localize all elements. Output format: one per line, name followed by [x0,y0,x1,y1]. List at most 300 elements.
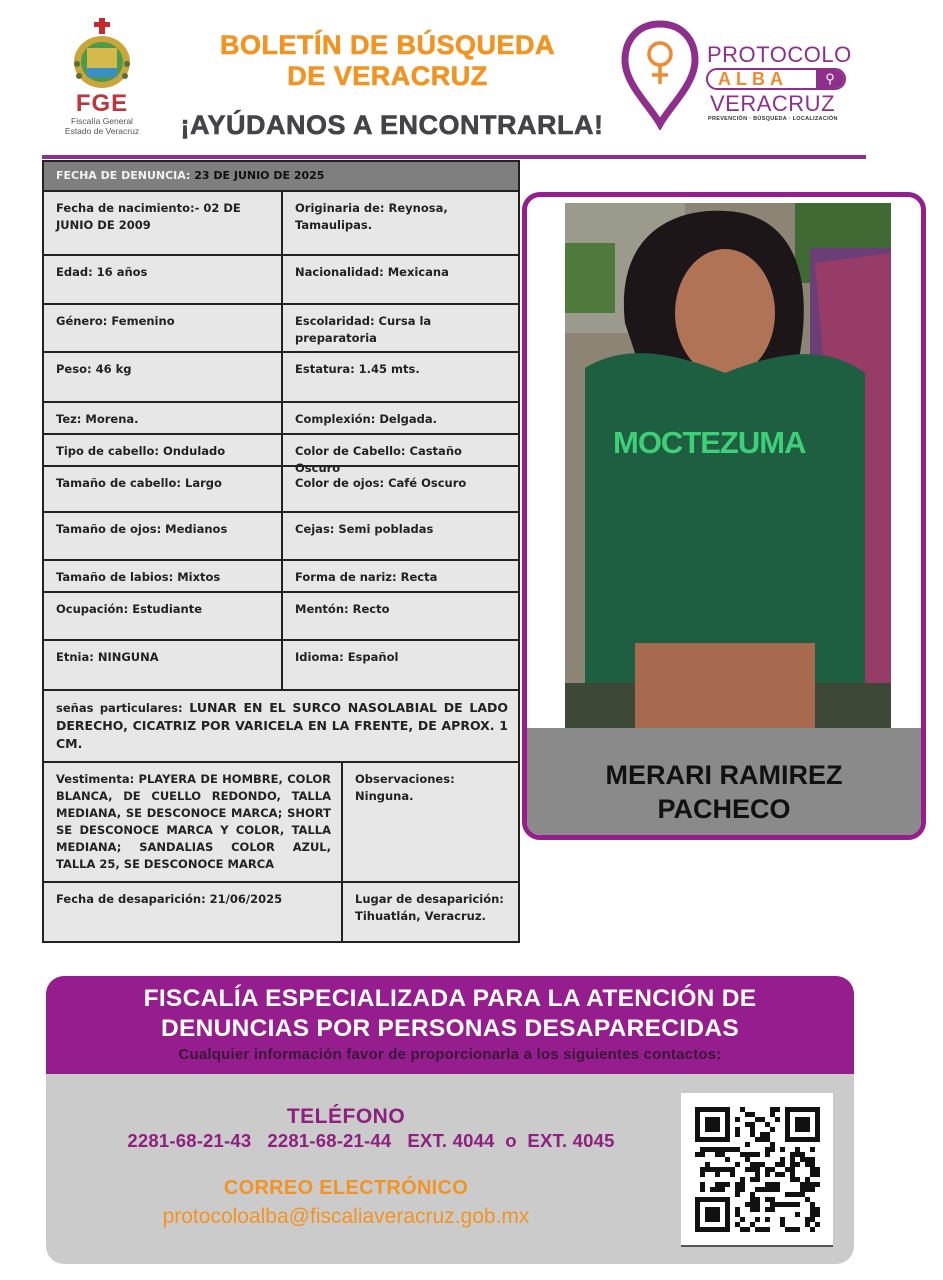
qr-module [700,1172,705,1177]
qr-module [785,1132,790,1137]
qr-module [700,1182,705,1187]
qr-module [765,1147,770,1152]
qr-module [715,1167,720,1172]
qr-module [780,1157,785,1162]
qr-module [790,1192,795,1197]
qr-module [725,1227,730,1232]
qr-module [800,1157,805,1162]
agency-name-line2: DENUNCIAS POR PERSONAS DESAPARECIDAS [160,1015,739,1042]
qr-module [805,1162,810,1167]
qr-module [715,1127,720,1132]
table-row [44,305,518,353]
bulletin-title-line2: DE VERACRUZ [287,61,488,91]
nationality: Nacionalidad: Mexicana [295,265,449,279]
qr-module [805,1127,810,1132]
qr-module [815,1207,820,1212]
fge-name-line1: Fiscalía General [71,116,133,126]
qr-module [725,1112,730,1117]
table-row [44,467,518,513]
qr-module [790,1107,795,1112]
qr-module [800,1127,805,1132]
disappearance-date: Fecha de desaparición: 21/06/2025 [44,883,343,941]
qr-module [740,1152,745,1157]
qr-module [765,1227,770,1232]
qr-module [775,1182,780,1187]
qr-module [805,1157,810,1162]
qr-module [710,1187,715,1192]
qr-module [785,1107,790,1112]
qr-module [815,1127,820,1132]
eyebrows: Cejas: Semi pobladas [295,522,434,536]
qr-module [695,1127,700,1132]
bulletin-title [160,30,615,92]
person-name-line1: MERARI RAMIREZ [605,760,843,790]
qr-module [765,1172,770,1177]
report-date-value: 23 DE JUNIO DE 2025 [194,169,325,182]
qr-module [720,1147,725,1152]
qr-module [760,1162,765,1167]
qr-module [715,1197,720,1202]
qr-module [805,1122,810,1127]
qr-module [715,1122,720,1127]
qr-module [810,1202,815,1207]
qr-module [785,1122,790,1127]
qr-module [805,1137,810,1142]
qr-module [735,1212,740,1217]
qr-module [805,1197,810,1202]
qr-module [795,1107,800,1112]
qr-module [710,1122,715,1127]
table-row [44,561,518,593]
qr-module [780,1217,785,1222]
qr-module [725,1207,730,1212]
qr-module [810,1217,815,1222]
qr-module [755,1217,760,1222]
qr-module [715,1172,720,1177]
qr-module [810,1107,815,1112]
qr-module [705,1227,710,1232]
qr-module [800,1107,805,1112]
qr-module [695,1197,700,1202]
qr-module [710,1212,715,1217]
qr-module [770,1107,775,1112]
qr-module [795,1127,800,1132]
qr-module [745,1152,750,1157]
nose-shape: Forma de nariz: Recta [295,570,438,584]
table-row [44,403,518,435]
qr-module [710,1137,715,1142]
qr-module [815,1172,820,1177]
distinguishing-marks [44,691,518,761]
photo-illustration [565,203,891,728]
qr-module [740,1227,745,1232]
qr-module [695,1137,700,1142]
qr-module [720,1227,725,1232]
table-row [44,763,518,883]
distinguishing-marks-value: LUNAR EN EL SURCO NASOLABIAL DE LADO DERECHO, CICATRIZ POR VARICELA EN LA FRENTE, DE APROX. 1 CM. [56,700,508,751]
qr-module [705,1127,710,1132]
qr-module [810,1187,815,1192]
alba-text: ALBA [718,69,788,89]
report-date-label: FECHA DE DENUNCIA: [56,169,191,182]
build: Complexión: Delgada. [295,412,437,426]
qr-module [695,1227,700,1232]
qr-module [720,1182,725,1187]
qr-module [760,1117,765,1122]
qr-module [790,1202,795,1207]
qr-module [770,1182,775,1187]
qr-module [710,1107,715,1112]
qr-code-graphic [681,1093,833,1245]
clothing: Vestimenta: PLAYERA DE HOMBRE, COLOR BLANCA, DE CUELLO REDONDO, TALLA MEDIANA, SE DESCONOCE MARCA; SHORT SE DESCONOCE MARCA Y COLOR, TALLA MEDIANA; SANDALIAS COLOR AZUL, TALLA 25, SE DESCONOCE MARCA [44,763,343,881]
qr-module [715,1152,720,1157]
qr-module [735,1222,740,1227]
qr-module [775,1162,780,1167]
qr-module [695,1152,700,1157]
qr-module [715,1212,720,1217]
qr-module [805,1217,810,1222]
observations: Observaciones: Ninguna. [355,772,455,803]
qr-module [750,1177,755,1182]
fge-name-line2: Estado de Veracruz [64,126,140,136]
language: Idioma: Español [295,650,399,664]
qr-module [710,1197,715,1202]
qr-module [700,1187,705,1192]
qr-module [755,1187,760,1192]
qr-module [700,1197,705,1202]
qr-module [725,1117,730,1122]
qr-module [780,1172,785,1177]
shirt-print-text: MOCTEZUMA [613,425,806,460]
qr-module [710,1167,715,1172]
qr-module [710,1117,715,1122]
qr-module [790,1177,795,1182]
qr-module [815,1137,820,1142]
qr-module [765,1207,770,1212]
table-row [44,883,518,941]
qr-module [715,1187,720,1192]
qr-module [725,1167,730,1172]
qr-module [785,1202,790,1207]
qr-module [815,1222,820,1227]
qr-module [750,1207,755,1212]
qr-module [780,1162,785,1167]
qr-module [720,1107,725,1112]
qr-module [750,1112,755,1117]
qr-module [750,1202,755,1207]
age: Edad: 16 años [44,256,283,303]
agency-name [46,976,854,1044]
qr-module [725,1127,730,1132]
qr-module [750,1152,755,1157]
qr-module [785,1127,790,1132]
qr-module [730,1167,735,1172]
qr-module [755,1207,760,1212]
qr-module [710,1127,715,1132]
qr-module [705,1167,710,1172]
qr-module [755,1172,760,1177]
agency-banner [46,976,854,1074]
table-row [44,691,518,763]
qr-module [735,1207,740,1212]
qr-module [815,1132,820,1137]
qr-module [745,1227,750,1232]
qr-module [755,1197,760,1202]
table-row [44,256,518,305]
report-date-header [44,162,518,192]
qr-module [705,1212,710,1217]
veracruz-text: VERACRUZ [710,91,836,116]
qr-module [750,1167,755,1172]
qr-module [725,1182,730,1187]
qr-module [725,1197,730,1202]
qr-module [795,1192,800,1197]
qr-module [815,1182,820,1187]
qr-module [740,1107,745,1112]
qr-module [715,1147,720,1152]
qr-module [705,1207,710,1212]
phone-numbers[interactable]: 2281-68-21-43 2281-68-21-44 EXT. 4044 o EXT. 4045 [127,1130,615,1151]
qr-module [720,1152,725,1157]
qr-module [725,1212,730,1217]
qr-module [785,1167,790,1172]
qr-module [765,1132,770,1137]
qr-module [790,1137,795,1142]
qr-module [755,1202,760,1207]
qr-module [815,1117,820,1122]
qr-module [765,1137,770,1142]
email-link[interactable]: protocoloalba@fiscaliaveracruz.gob.mx [162,1205,530,1228]
qr-module [775,1117,780,1122]
qr-module [755,1152,760,1157]
origin: Originaria de: Reynosa, Tamaulipas. [295,201,448,232]
qr-module [745,1157,750,1162]
qr-module [750,1192,755,1197]
qr-module [750,1162,755,1167]
qr-module [760,1187,765,1192]
qr-module [810,1182,815,1187]
person-name-line2: PACHECO [657,794,791,824]
alba-tagline: PREVENCIÓN · BÚSQUEDA · LOCALIZACIÓN [708,116,838,122]
qr-module [700,1137,705,1142]
qr-module [800,1117,805,1122]
magnifier-icon: ⚲ [816,70,844,88]
qr-module [810,1212,815,1217]
qr-module [700,1152,705,1157]
qr-module [790,1162,795,1167]
qr-module [810,1162,815,1167]
qr-module [745,1112,750,1117]
qr-module [790,1167,795,1172]
qr-module [695,1112,700,1117]
veracruz-coat-of-arms-icon [71,18,133,90]
qr-module [815,1212,820,1217]
qr-module [705,1122,710,1127]
qr-module [795,1227,800,1232]
agency-name-line1: FISCALÍA ESPECIALIZADA PARA LA ATENCIÓN DE [143,985,757,1012]
qr-module [750,1122,755,1127]
qr-module [765,1187,770,1192]
qr-module [705,1217,710,1222]
qr-module [795,1162,800,1167]
qr-module [795,1137,800,1142]
qr-module [765,1122,770,1127]
female-symbol-pin-icon [620,18,700,130]
qr-module [695,1217,700,1222]
table-row [44,435,518,475]
distinguishing-marks-label: señas particulares: [56,701,183,715]
qr-module [700,1167,705,1172]
table-row [44,192,518,256]
qr-module [720,1137,725,1142]
qr-module [785,1112,790,1117]
qr-module [725,1202,730,1207]
qr-module [695,1207,700,1212]
schooling: Escolaridad: Cursa la preparatoria [295,314,432,345]
qr-module [800,1182,805,1187]
qr-module [770,1142,775,1147]
qr-module [740,1182,745,1187]
qr-module [755,1177,760,1182]
qr-module [810,1172,815,1177]
qr-module [715,1117,720,1122]
qr-module [720,1197,725,1202]
qr-module [775,1187,780,1192]
qr-module [805,1187,810,1192]
qr-module [805,1182,810,1187]
qr-module [715,1137,720,1142]
phone-label: TELÉFONO [286,1105,406,1128]
qr-module [735,1187,740,1192]
qr-module [765,1152,770,1157]
qr-module [795,1122,800,1127]
qr-module [705,1107,710,1112]
qr-module [815,1107,820,1112]
qr-module [795,1147,800,1152]
qr-module [800,1152,805,1157]
alba-search-pill [706,68,846,90]
qr-module [730,1172,735,1177]
qr-module [705,1162,710,1167]
qr-module [780,1222,785,1227]
qr-module [770,1112,775,1117]
qr-module [705,1137,710,1142]
qr-module [725,1137,730,1142]
qr-module [760,1132,765,1137]
fge-logo [52,18,152,143]
qr-module [735,1132,740,1137]
table-row [44,641,518,691]
qr-module [805,1177,810,1182]
qr-module [770,1207,775,1212]
qr-module [770,1147,775,1152]
qr-module [725,1222,730,1227]
qr-module [725,1132,730,1137]
qr-module [780,1202,785,1207]
qr-module [785,1227,790,1232]
qr-module [700,1107,705,1112]
qr-module [755,1227,760,1232]
qr-module [715,1227,720,1232]
disappearance-place: Lugar de desaparición: Tihuatlán, Veracruz. [355,892,504,923]
qr-module [770,1127,775,1132]
qr-module [810,1157,815,1162]
qr-module [810,1227,815,1232]
qr-module [750,1222,755,1227]
protocolo-text: PROTOCOLO [707,42,852,67]
missing-person-details-table [42,160,520,943]
qr-module [775,1172,780,1177]
birth-date: Fecha de nacimiento:- 02 DE JUNIO DE 2009 [44,192,283,254]
qr-module [725,1157,730,1162]
qr-module [790,1227,795,1232]
qr-module [800,1192,805,1197]
qr-module [730,1147,735,1152]
qr-module [750,1132,755,1137]
gender: Género: Femenino [44,305,283,351]
qr-module [765,1217,770,1222]
qr-module [795,1117,800,1122]
qr-module [700,1227,705,1232]
qr-module [745,1167,750,1172]
qr-module [740,1187,745,1192]
qr-module [720,1167,725,1172]
qr-module [805,1222,810,1227]
contact-prompt: Cualquier información favor de proporcionarla a los siguientes contactos: [178,1046,722,1063]
table-row [44,513,518,561]
qr-module [815,1167,820,1172]
qr-module [715,1207,720,1212]
qr-module [695,1107,700,1112]
person-name-box [527,728,921,840]
help-us-find-her-heading: ¡AYÚDANOS A ENCONTRARLA! [180,110,604,140]
qr-module [810,1207,815,1212]
qr-module [775,1107,780,1112]
qr-module [785,1192,790,1197]
qr-module [760,1137,765,1142]
qr-module [715,1182,720,1187]
qr-module [770,1197,775,1202]
hair-type: Tipo de cabello: Ondulado [44,435,283,465]
qr-module [725,1107,730,1112]
qr-module [800,1137,805,1142]
table-row [44,353,518,403]
qr-module [770,1187,775,1192]
qr-module [750,1127,755,1132]
qr-module [795,1202,800,1207]
qr-module [750,1197,755,1202]
person-photo-card [522,192,926,840]
header-divider [42,155,866,159]
ethnicity: Etnia: NINGUNA [44,641,283,689]
eye-color: Color de ojos: Café Oscuro [295,476,467,490]
qr-module [810,1167,815,1172]
qr-module [695,1117,700,1122]
qr-module [805,1117,810,1122]
fge-acronym: FGE [75,90,129,117]
qr-module [695,1132,700,1137]
hair-length: Tamaño de cabello: Largo [44,467,283,511]
qr-module [770,1167,775,1172]
qr-module [735,1192,740,1197]
qr-module [735,1182,740,1187]
qr-code-icon[interactable] [681,1093,833,1245]
qr-module [765,1197,770,1202]
chin: Mentón: Recto [295,602,390,616]
qr-module [710,1217,715,1222]
qr-module [700,1147,705,1152]
qr-module [795,1152,800,1157]
